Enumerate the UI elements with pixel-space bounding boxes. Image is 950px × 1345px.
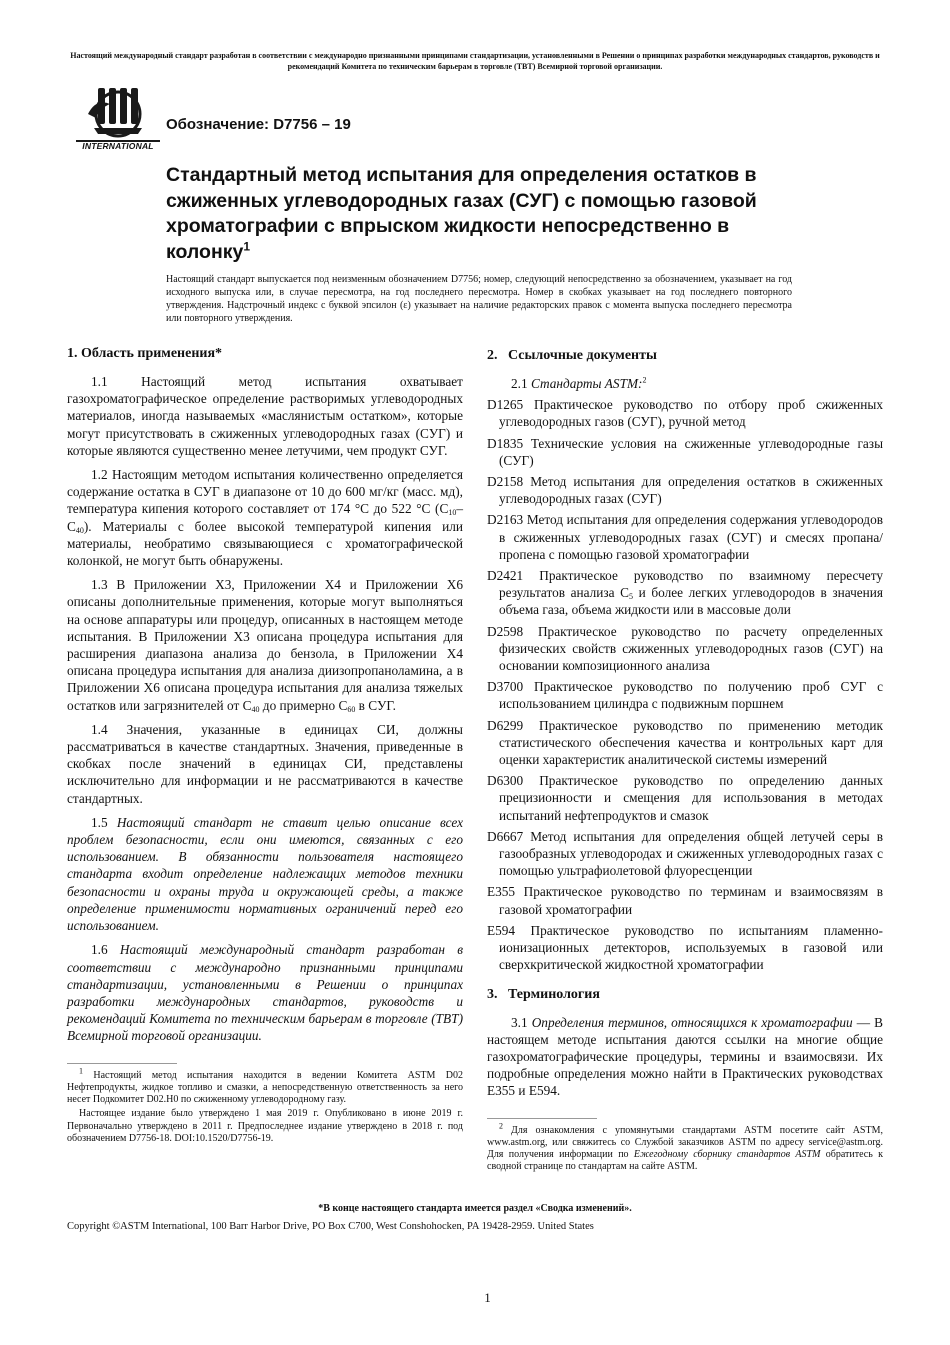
paragraph-1-3-text-b: до примерно C — [259, 697, 348, 713]
footnote-1-mark: 1 — [79, 1066, 83, 1076]
section-3-heading: 3. Терминология — [487, 986, 600, 1002]
paragraph-3-1-text: — В настоящем методе испытания даются ссылки на многие общие газохроматографические процедуры, термины и взаимосвязи. Их подробные определения можно найти в Практических руководствах E355 и E594. — [487, 1014, 883, 1099]
paragraph-1-3 — [67, 576, 463, 714]
reference-item-d2421 — [487, 567, 883, 619]
reference-d2421-text-b: и более легких углеводородов в значения объема газа, объема жидкости или в массовые доли — [499, 585, 884, 618]
paragraph-1-2 — [67, 466, 463, 569]
reference-item-d2163: D2163 Метод испытания для определения содержания углеводородов в сжиженных углеводородных газах (СУГ) и смесях пропана/пропена с помощью газовой хроматографии — [487, 512, 883, 562]
page-number: 1 — [484, 1290, 491, 1305]
reference-item-d2158: D2158 Метод испытания для определения остатков в сжиженных углеводородных газах (СУГ) — [487, 474, 883, 507]
footnote-2 — [487, 1121, 883, 1174]
paragraph-3-1-number: 3.1 — [511, 1014, 532, 1030]
paragraph-1-3-sub-b: 60 — [347, 704, 356, 714]
summary-of-changes-note: *В конце настоящего стандарта имеется раздел «Сводка изменений». — [318, 1203, 632, 1214]
subhead-number: 2.1 — [511, 376, 531, 391]
reference-item-d3700: D3700 Практическое руководство по получению проб СУГ с использованием цилиндра с подвижным поршнем — [487, 679, 883, 712]
page-title — [166, 163, 806, 265]
section-2-heading: 2. Ссылочные документы — [487, 348, 657, 363]
footnote-2-text-a: Для ознакомления с упомянутыми стандартами ASTM посетите сайт ASTM, www.astm.org, или свяжитесь со Службой заказчиков ASTM по адресу service@astm.org. Для получения информации по — [487, 1124, 883, 1161]
paragraph-1-3-text-a: 1.3 В Приложении X3, Приложении X4 и Приложении X6 описаны дополнительные применения, которые могут выполняться на основе аппаратуры или процедур, описанных в настоящем методе испытания. В Приложении X3 описана процедура испытания для расширения диапазона анализа до бензола, в Приложении X4 описана процедура испытания для анализа диизопропаноламина, а в Приложении X6 описана процедура испытания для анализа тяжелых остатков или загрязнителей от C — [67, 577, 463, 713]
paragraph-1-2-text-a: 1.2 Настоящим методом испытания количественно определяется содержание остатка в СУГ в диапазоне от 10 до 600 мг/кг (масс. мд), температура кипения которого составляет от 174 °C до 522 °C (C — [67, 467, 463, 517]
paragraph-1-5 — [67, 814, 463, 934]
footnote-1-approval: Настоящее издание было утверждено 1 мая 2019 г. Опубликовано в июне 2019 г. Первоначально утверждено в 2011 г. Предпоследнее издание утверждено в 2018 г. под обозначением D7756-18. DOI:10.1520/D7756-19. — [67, 1108, 463, 1144]
paragraph-3-1 — [487, 1014, 883, 1100]
reference-item-d6667: D6667 Метод испытания для определения общей летучей серы в газообразных углеводородах и сжиженных углеводородных газах с помощью ультрафиолетовой флуоресценции — [487, 828, 883, 879]
paragraph-1-6-number: 1.6 — [91, 942, 120, 958]
astm-logo — [76, 84, 160, 154]
copyright: Copyright ©ASTM International, 100 Barr Harbor Drive, PO Box C700, West Conshohocken, PA 19428-2959. United States — [67, 1221, 594, 1232]
standardization-notice: Настоящий международный стандарт разработан в соответствии с международно признанными принципами стандартизации, установленными в Решении о принципах разработки международных стандартов, руководств и рекомендаций Комитета по техническим барьерам в торговле (TBT) Всемирной торговой организации. — [70, 51, 880, 71]
designation: Обозначение: D7756 – 19 — [166, 116, 351, 133]
reference-item-d1265: D1265 Практическое руководство по отбору проб сжиженных углеводородных газов (СУГ), ручной метод — [487, 397, 883, 430]
paragraph-1-5-number: 1.5 — [91, 814, 117, 830]
paragraph-1-3-sub-a: 40 — [251, 704, 260, 714]
paragraph-1-5-text: Настоящий стандарт не ставит целью описание всех проблем безопасности, если они имеются, связанных с его использованием. В обязанности пользователя настоящего стандарта входит определение надлежащих методов техники безопасности и охраны труда и окружающей среды, а также определение применимости нормативных ограничений перед его использованием. — [67, 814, 463, 934]
reference-item-d6300: D6300 Практическое руководство по определению данных прецизионности и смещения для использования в методах испытаний нефтепродуктов и смазок — [487, 773, 883, 823]
reference-item-d6299: D6299 Практическое руководство по применению методик статистического обеспечения качества и контрольных карт для оценки характеристик аналитической системы измерений — [487, 717, 883, 768]
paragraph-1-2-text-c: ). Материалы с более высокой температурой кипения или материалы, необратимо связывающиеся с хроматографической колонкой, не могут быть обнаружены. — [67, 518, 463, 569]
footnote-1 — [67, 1066, 463, 1107]
footnote-1-text: Настоящий метод испытания находится в ведении Комитета ASTM D02 Нефтепродукты, жидкое топливо и смазки, а непосредственную ответственность за него несет Подкомитет D02.H0 по сжиженному углеводородному газу. — [67, 1069, 463, 1106]
title-footnote-mark: 1 — [243, 239, 251, 253]
subhead-footnote-mark: 2 — [642, 375, 647, 385]
logo-label: INTERNATIONAL — [82, 141, 154, 151]
footnote-2-italic: Ежегодному сборнику стандартов ASTM — [633, 1149, 821, 1161]
reference-item-d2598: D2598 Практическое руководство по расчету определенных физических свойств сжиженных углеводородных газов (СУГ) на основании композиционного анализа — [487, 623, 883, 674]
reference-list — [487, 396, 883, 973]
paragraph-1-3-text-c: в СУГ. — [355, 697, 396, 713]
astm-standards-subhead — [511, 375, 883, 392]
footnote-divider-right — [487, 1118, 597, 1119]
title-text: Стандартный метод испытания для определения остатков в сжиженных углеводородных газах (СУГ) с помощью газовой хроматографии с впрыском жидкости непосредственно в колонку — [166, 164, 757, 263]
left-column — [67, 345, 463, 1147]
paragraph-1-6-text: Настоящий международный стандарт разработан в соответствии с международно признанными принципами стандартизации, установленными в Решении о принципах разработки международных стандартов, руководств и рекомендаций Комитета по техническим барьерам в торговле (TBT) Всемирной торговой организации. — [67, 942, 463, 1044]
reference-item-e355: E355 Практическое руководство по терминам и взаимосвязям в газовой хроматографии — [487, 884, 883, 917]
reference-d2421-text-a: D2421 Практическое руководство по взаимному пересчету результатов анализа C — [487, 568, 883, 601]
footnote-divider — [67, 1063, 177, 1064]
reference-item-d1835: D1835 Технические условия на сжиженные углеводородные газы (СУГ) — [487, 435, 883, 468]
right-column — [487, 345, 883, 1176]
paragraph-1-2-sub-b: 40 — [75, 525, 84, 535]
subhead-label: Стандарты ASTM: — [530, 376, 643, 391]
paragraph-1-1: 1.1 Настоящий метод испытания охватывает газохроматографическое определение растворимых углеводородных материалов, иногда называемых «маслянистым остатком», которые могут присутствовать в сжиженных углеводородных газах (СУГ) и которые являются существенно менее летучими, чем продукт СУГ. — [67, 374, 463, 458]
paragraph-1-2-text-b: –C — [67, 501, 463, 534]
footnote-2-mark: 2 — [499, 1121, 503, 1131]
paragraph-1-6 — [67, 941, 463, 1044]
section-1-heading: 1. Область применения* — [67, 346, 223, 361]
reference-item-e594: E594 Практическое руководство по испытаниям пламенно-ионизационных детекторов, используемых в газовой или сверхкритической жидкостной хроматографии — [487, 922, 883, 973]
reference-d2421-sub: 5 — [629, 592, 634, 602]
paragraph-1-2-sub-a: 10 — [448, 508, 457, 518]
paragraph-1-4: 1.4 Значения, указанные в единицах СИ, должны рассматриваться в качестве стандартных. Значения, приведенные в скобках после значений в единицах СИ, представлены исключительно для информации и не рассматриваются в качестве стандартных. — [67, 721, 463, 806]
paragraph-3-1-term: Определения терминов, относящихся к хроматографии — [531, 1014, 853, 1030]
issue-note: Настоящий стандарт выпускается под неизменным обозначением D7756; номер, следующий непосредственно за обозначением, указывает на год исходного выпуска или, в случае пересмотра, на год последнего пересмотра. Номер в скобках указывает на год последнего повторного утверждения. Надстрочный индекс с буквой эпсилон (ε) указывает на наличие редакторских правок с момента выпуска последнего пересмотра или повторного утверждения. — [166, 274, 792, 324]
footnote-2-text-b: обратитесь к сводной странице по стандартам на сайте ASTM. — [487, 1149, 883, 1173]
